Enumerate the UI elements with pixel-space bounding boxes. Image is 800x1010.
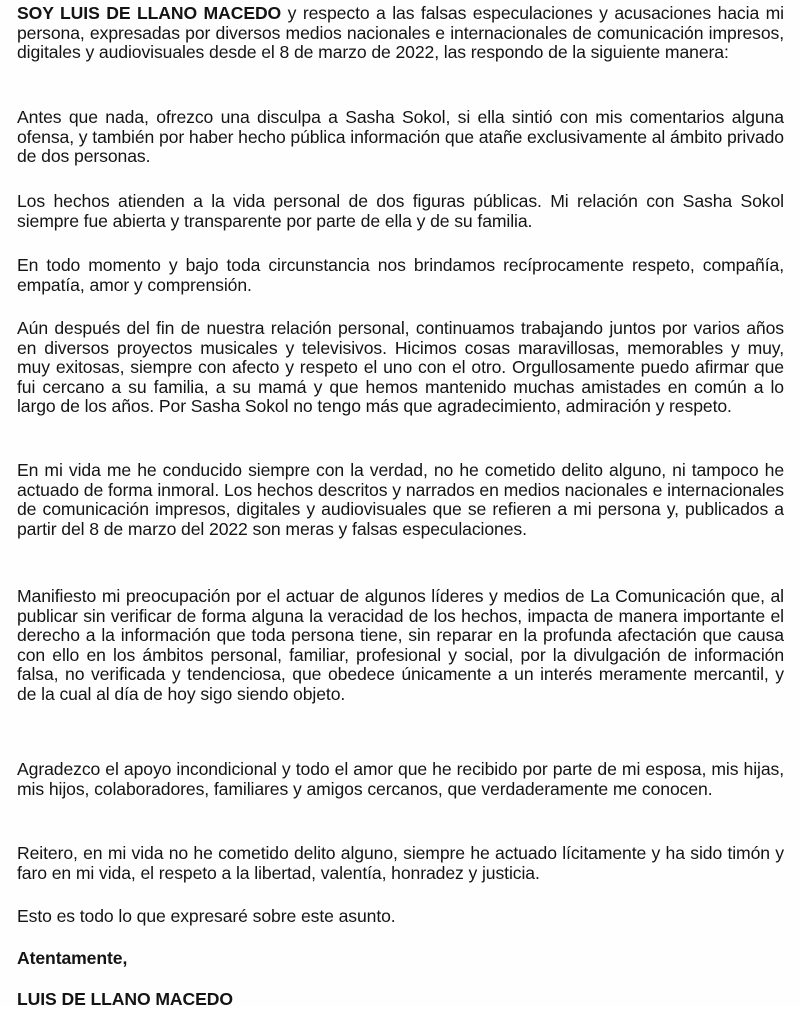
closing-salutation: Atentamente, (17, 948, 128, 968)
signature-name: LUIS DE LLANO MACEDO (17, 989, 233, 1009)
public-figures-paragraph: Los hechos atienden a la vida personal de dos figuras públicas. Mi relación con Sasha Sokol siempre fue abierta y transparente por parte de ella y de su familia. (17, 191, 784, 231)
gratitude-paragraph: Agradezco el apoyo incondicional y todo el amor que he recibido por parte de mi esposa, mis hijas, mis hijos, colaboradores, familiares y amigos cercanos, que verdaderamente me conocen. (17, 759, 784, 799)
author-name: SOY LUIS DE LLANO MACEDO (17, 3, 282, 23)
truth-paragraph: En mi vida me he conducido siempre con la verdad, no he cometido delito alguno, ni tampoco he actuado de forma inmoral. Los hechos descritos y narrados en medios nacionales e internacionales de comunicación impresos, digitales y audiovisuales que se refieren a mi persona y, publicados a partir del 8 de marzo del 2022 son meras y falsas especulaciones. (17, 460, 784, 539)
reiteration-paragraph: Reitero, en mi vida no he cometido delito alguno, siempre he actuado lícitamente y ha sido timón y faro en mi vida, el respeto a la libertad, valentía, honradez y justicia. (17, 843, 784, 883)
final-statement: Esto es todo lo que expresaré sobre este asunto. (17, 906, 396, 926)
apology-paragraph: Antes que nada, ofrezco una disculpa a Sasha Sokol, si ella sintió con mis comentarios alguna ofensa, y también por haber hecho pública información que atañe exclusivamente al ámbito privado de dos personas. (17, 107, 784, 167)
collaboration-paragraph: Aún después del fin de nuestra relación personal, continuamos trabajando juntos por varios años en diversos proyectos musicales y televisivos. Hicimos cosas maravillosas, memorables y muy, muy exitosas, siempre con afecto y respeto el uno con el otro. Orgullosamente puedo afirmar que fui cercano a su familia, a su mamá y que hemos mantenido muchas amistades en común a lo largo de los años. Por Sasha Sokol no tengo más que agradecimiento, admiración y respeto. (17, 318, 784, 417)
intro-paragraph (17, 4, 784, 63)
media-concern-paragraph: Manifiesto mi preocupación por el actuar de algunos líderes y medios de La Comunicación que, al publicar sin verificar de forma alguna la veracidad de los hechos, impacta de manera importante el derecho a la información que toda persona tiene, sin reparar en la profunda afectación que causa con ello en los ámbitos personal, familiar, profesional y social, por la divulgación de información falsa, no verificada y tendenciosa, que obedece únicamente a un interés meramente mercantil, y de la cual al día de hoy sigo siendo objeto. (17, 586, 784, 704)
intro-text: y respecto a las falsas especulaciones y acusaciones hacia mi persona, expresadas por diversos medios nacionales e internacionales de comunicación impresos, digitales y audiovisuales desde el 8 de marzo de 2022, las respondo de la siguiente manera: (17, 3, 784, 63)
mutual-respect-paragraph: En todo momento y bajo toda circunstancia nos brindamos recíprocamente respeto, compañía, empatía, amor y comprensión. (17, 255, 784, 295)
